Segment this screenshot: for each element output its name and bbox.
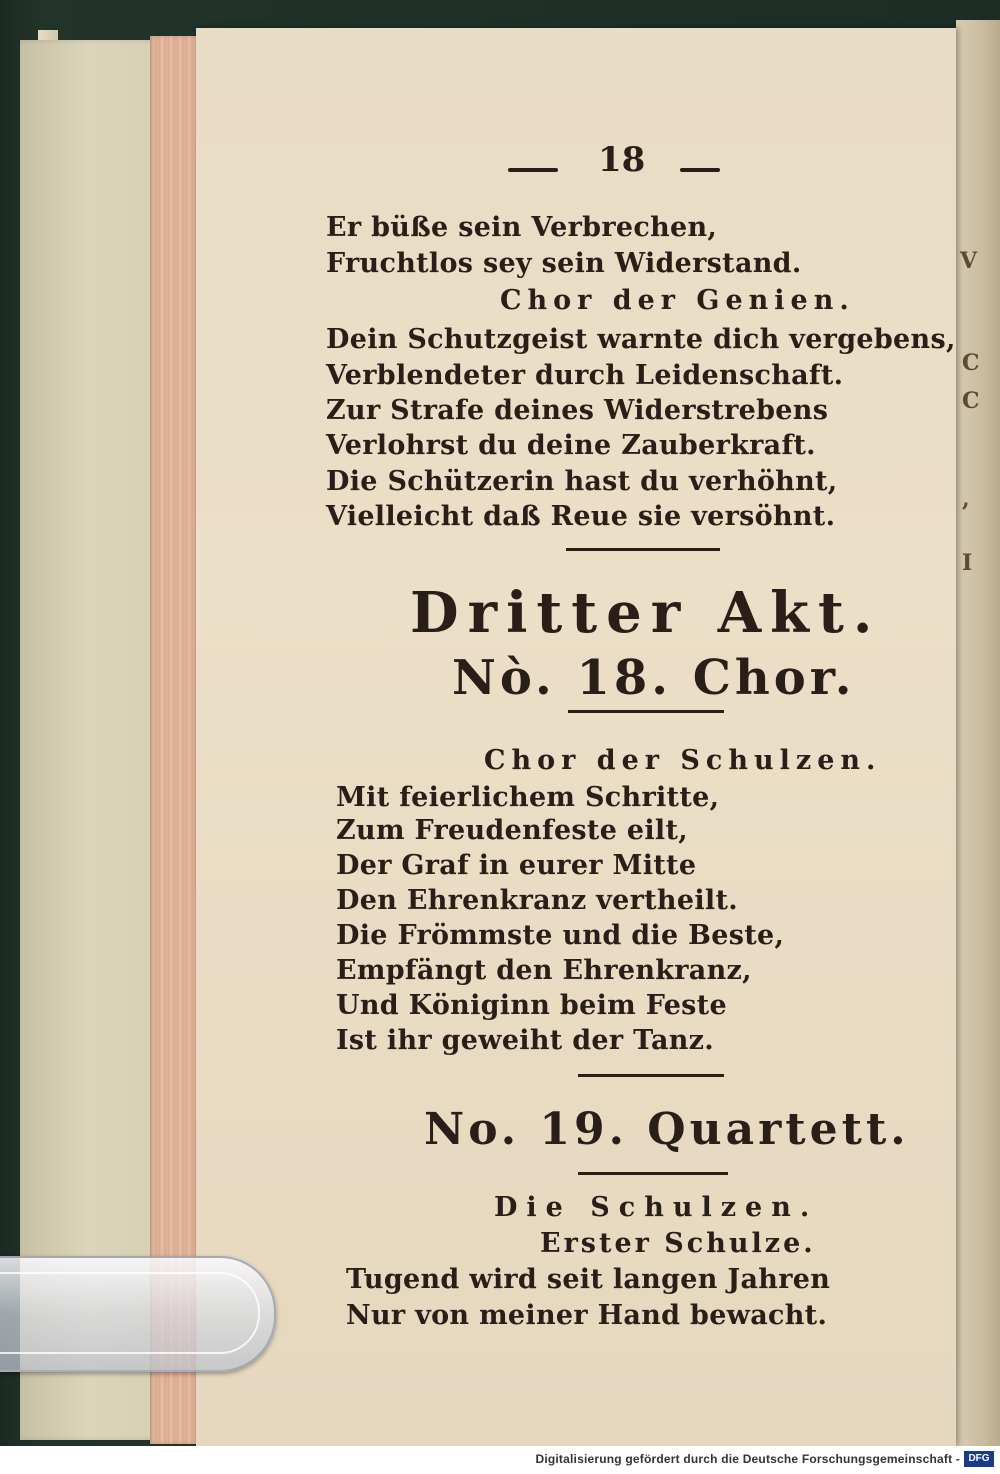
section-rule	[566, 548, 720, 551]
chorus-genien-heading: Chor der Genien.	[500, 285, 855, 316]
number-19-heading: No. 19. Quartett.	[424, 1104, 910, 1155]
verse-line: Verlohrst du deine Zauberkraft.	[326, 430, 816, 461]
verse-line: Er büße sein Verbrechen,	[326, 212, 718, 243]
bleed-letter: C	[962, 350, 980, 376]
verse-line: Zur Strafe deines Widerstrebens	[326, 395, 829, 426]
credit-text: Digitalisierung gefördert durch die Deutsche Forschungsgemeinschaft -	[535, 1452, 960, 1466]
verse-line: Dein Schutzgeist warnte dich vergebens,	[326, 324, 956, 355]
bleed-letter: I	[962, 550, 973, 576]
verse-line: Zum Freudenfeste eilt,	[336, 815, 688, 846]
verse-line: Die Frömmste und die Beste,	[336, 920, 785, 951]
chorus-schulzen-heading: Chor der Schulzen.	[484, 745, 882, 776]
verse-line: Der Graf in eurer Mitte	[336, 850, 697, 881]
bleed-letter: C	[962, 388, 980, 414]
plastic-clip-highlight	[0, 1272, 260, 1354]
act-title: Dritter Akt.	[410, 580, 882, 646]
bleed-letter: V	[960, 248, 978, 274]
schulzen-heading: Die Schulzen.	[494, 1192, 819, 1223]
verse-line: Ist ihr geweiht der Tanz.	[336, 1025, 714, 1056]
number-18-heading: Nò. 18. Chor.	[452, 650, 856, 706]
verse-line: Tugend wird seit langen Jahren	[346, 1264, 831, 1295]
verse-line: Nur von meiner Hand bewacht.	[346, 1300, 828, 1331]
first-schulze-heading: Erster Schulze.	[540, 1228, 816, 1259]
page-number: 18	[598, 140, 646, 180]
dfg-logo: DFG	[964, 1451, 994, 1467]
section-rule	[568, 710, 724, 713]
next-page-strip	[956, 20, 1000, 1446]
page-number-dash-left	[508, 168, 558, 172]
bleed-letter: ,	[962, 486, 970, 512]
verse-line: Den Ehrenkranz vertheilt.	[336, 885, 738, 916]
verse-line: Mit feierlichem Schritte,	[336, 782, 720, 813]
section-rule	[578, 1172, 728, 1175]
verse-line: Empfängt den Ehrenkranz,	[336, 955, 752, 986]
verse-line: Vielleicht daß Reue sie versöhnt.	[326, 501, 836, 532]
verse-line: Die Schützerin hast du verhöhnt,	[326, 466, 838, 497]
section-rule	[578, 1074, 724, 1077]
page-number-dash-right	[680, 168, 720, 172]
verse-line: Verblendeter durch Leidenschaft.	[326, 360, 844, 391]
verse-line: Und Königinn beim Feste	[336, 990, 727, 1021]
verse-line: Fruchtlos sey sein Widerstand.	[326, 248, 802, 279]
page-stack-edge	[150, 36, 202, 1444]
